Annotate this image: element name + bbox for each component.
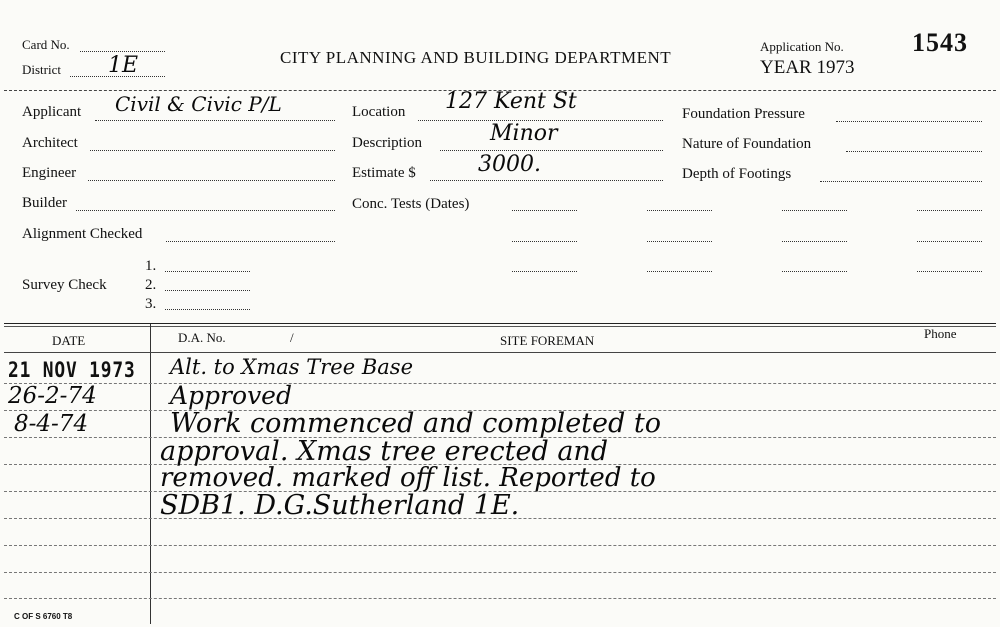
year-label: YEAR 1973: [760, 57, 855, 78]
log-row-5-text: removed. marked off list. Reported to: [160, 463, 656, 493]
location-value: 127 Kent St: [445, 89, 577, 114]
log-row-1-date: 21 NOV 1973: [8, 358, 136, 382]
description-value: Minor: [490, 121, 558, 146]
site-foreman-header: SITE FOREMAN: [500, 333, 595, 348]
form-code: C OF S 6760 T8: [14, 612, 73, 621]
architect-label: Architect: [22, 135, 78, 151]
foundation-pressure-label: Foundation Pressure: [682, 106, 805, 122]
log-row-3-date: 8-4-74: [14, 411, 89, 437]
card-no-label: Card No.: [22, 37, 70, 52]
application-no-value: 1543: [912, 28, 968, 57]
log-row-2-date: 26-2-74: [8, 383, 97, 409]
application-no-label: Application No.: [760, 39, 844, 54]
applicant-label: Applicant: [22, 104, 82, 120]
survey-label: Survey Check: [22, 277, 107, 293]
log-row-2-text: Approved: [170, 381, 292, 410]
phone-header: Phone: [924, 326, 957, 341]
log-row-3-text: Work commenced and completed to: [170, 408, 661, 439]
nature-foundation-label: Nature of Foundation: [682, 136, 812, 152]
district-label: District: [22, 62, 61, 77]
da-no-slash: /: [290, 330, 294, 345]
estimate-value: 3000.: [478, 152, 541, 177]
alignment-label: Alignment Checked: [22, 226, 143, 242]
depth-footings-label: Depth of Footings: [682, 166, 792, 182]
survey-2: 2.: [145, 277, 157, 293]
applicant-value: Civil & Civic P/L: [115, 92, 282, 116]
survey-1: 1.: [145, 258, 157, 274]
survey-3: 3.: [145, 296, 157, 312]
description-label: Description: [352, 135, 422, 151]
builder-label: Builder: [22, 195, 67, 211]
log-row-6-text: SDB1. D.G.Sutherland 1E.: [160, 490, 520, 521]
engineer-label: Engineer: [22, 165, 77, 181]
location-label: Location: [352, 104, 406, 120]
date-header: DATE: [52, 333, 86, 348]
da-no-header: D.A. No.: [178, 330, 226, 345]
conc-tests-label: Conc. Tests (Dates): [352, 196, 470, 212]
estimate-label: Estimate $: [352, 165, 416, 181]
log-row-4-text: approval. Xmas tree erected and: [160, 436, 609, 467]
log-row-1-text: Alt. to Xmas Tree Base: [170, 355, 413, 379]
district-value: 1E: [108, 53, 139, 78]
department-title: CITY PLANNING AND BUILDING DEPARTMENT: [280, 48, 672, 67]
